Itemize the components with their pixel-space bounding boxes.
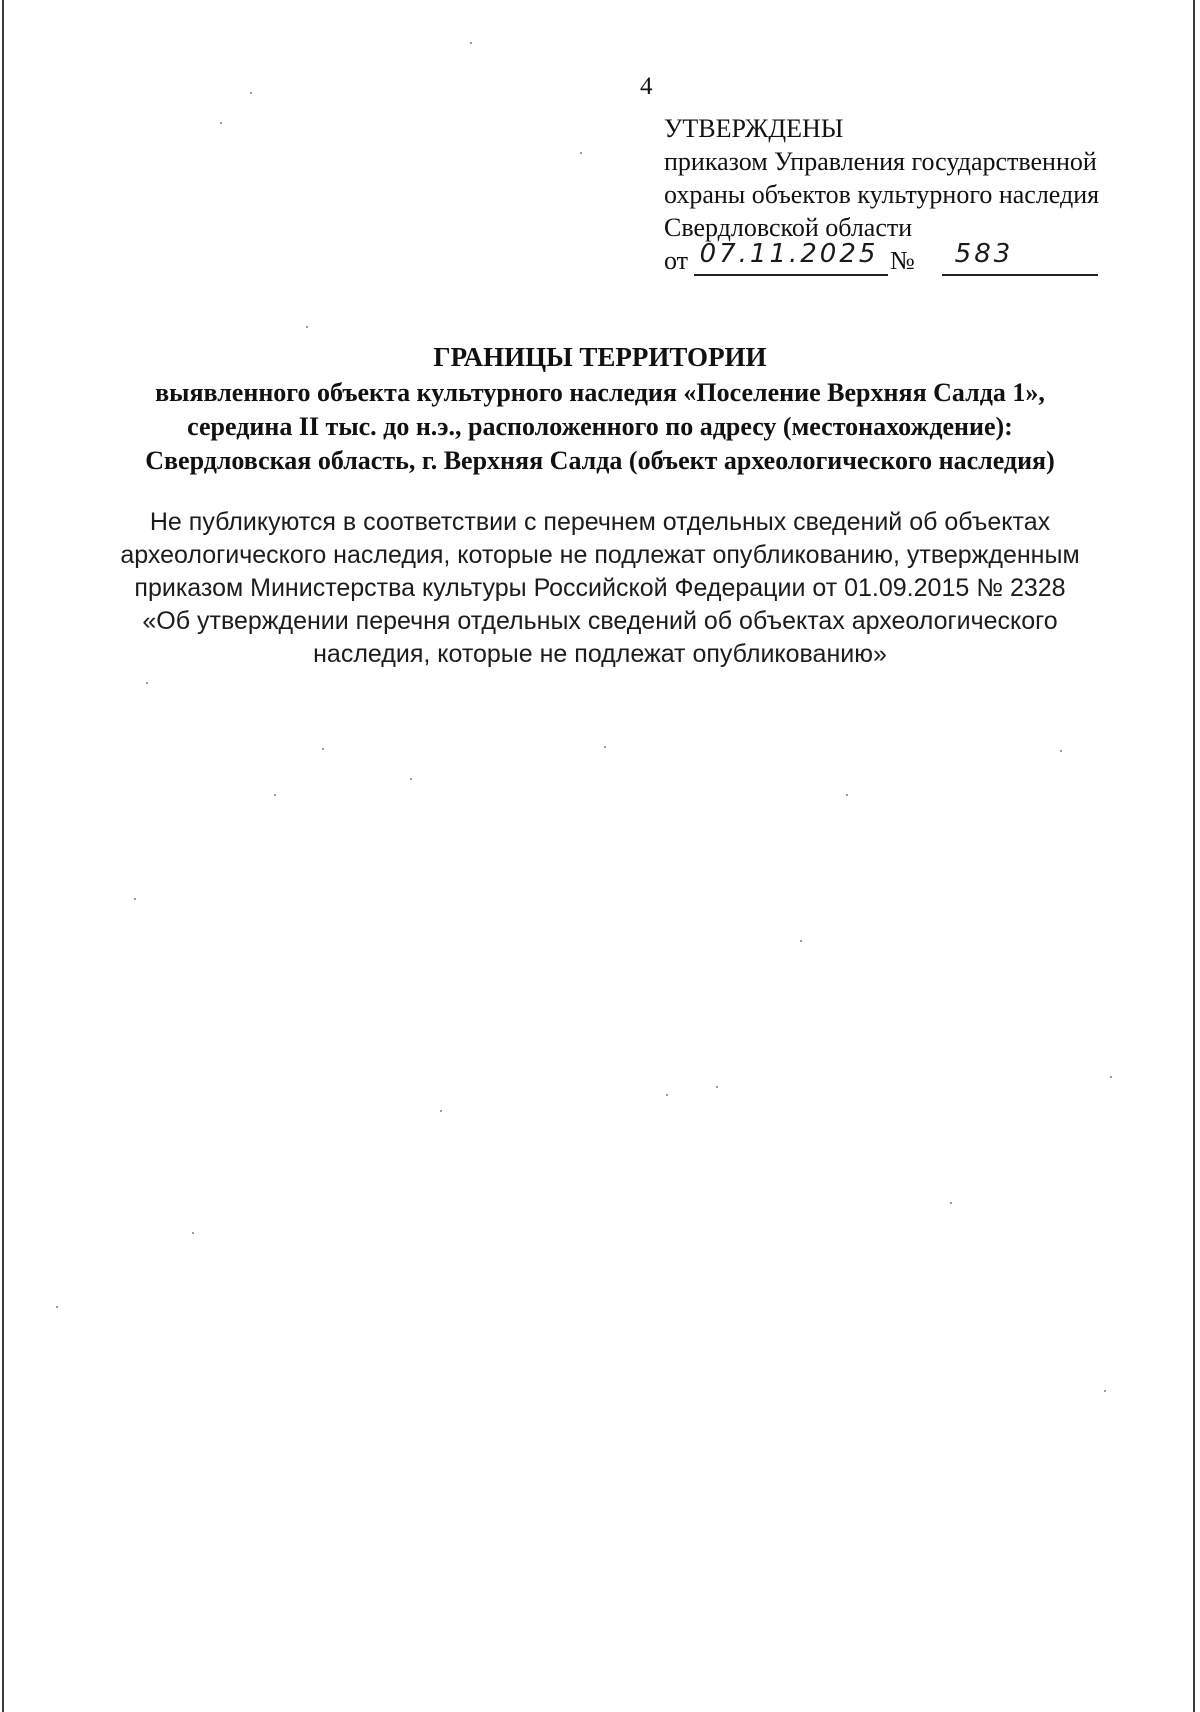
date-underline	[694, 274, 888, 276]
scan-speck	[56, 1306, 58, 1308]
notice-line: наследия, которые не подлежат опубликованию»	[313, 640, 887, 668]
scan-speck	[846, 794, 848, 796]
scan-speck	[716, 1086, 718, 1088]
approval-date-line	[664, 239, 1164, 280]
scan-speck	[250, 92, 252, 94]
scan-speck	[274, 794, 276, 796]
scan-edge-left	[2, 0, 4, 1712]
document-title-block	[0, 340, 1200, 478]
scan-speck	[800, 940, 802, 942]
scan-speck	[306, 326, 308, 328]
scan-speck	[950, 1202, 952, 1204]
approval-line: охраны объектов культурного наследия	[664, 180, 1100, 209]
scan-speck	[1060, 750, 1062, 752]
title-line: Свердловская область, г. Верхняя Салда (объект археологического наследия)	[145, 446, 1055, 475]
document-title: ГРАНИЦЫ ТЕРРИТОРИИ	[433, 342, 767, 372]
scan-speck	[604, 746, 606, 748]
date-prefix: от	[664, 246, 689, 275]
scan-speck	[470, 42, 472, 44]
scan-speck	[146, 682, 148, 684]
scan-speck	[580, 152, 582, 154]
scan-speck	[220, 122, 222, 124]
scan-speck	[1104, 1390, 1106, 1392]
handwritten-number: 583	[954, 239, 1014, 269]
number-prefix: №	[890, 246, 915, 275]
approval-line: Свердловской области	[664, 213, 913, 242]
scan-speck	[440, 1110, 442, 1112]
title-line: выявленного объекта культурного наследия «Поселение Верхняя Салда 1»,	[155, 378, 1045, 407]
scan-speck	[1110, 1076, 1112, 1078]
scan-edge-right	[1193, 0, 1195, 1712]
notice-line: Не публикуются в соответствии с перечнем отдельных сведений об объектах	[149, 508, 1051, 536]
scan-speck	[134, 898, 136, 900]
approval-heading: УТВЕРЖДЕНЫ	[664, 114, 844, 143]
scan-speck	[322, 748, 324, 750]
notice-line: приказом Министерства культуры Российской Федерации от 01.09.2015 № 2328	[134, 574, 1066, 602]
non-publication-notice	[0, 506, 1200, 671]
page-number: 4	[640, 73, 653, 100]
approval-line: приказом Управления государственной	[664, 147, 1097, 176]
scan-speck	[410, 778, 412, 780]
scan-speck	[666, 1094, 668, 1096]
scan-speck	[192, 1232, 194, 1234]
handwritten-date: 07.11.2025	[699, 239, 879, 269]
notice-line: «Об утверждении перечня отдельных сведений об объектах археологического	[142, 607, 1058, 635]
approval-stamp-block	[664, 112, 1164, 280]
number-underline	[942, 274, 1098, 276]
notice-line: археологического наследия, которые не подлежат опубликованию, утвержденным	[120, 541, 1080, 569]
title-line: середина II тыс. до н.э., расположенного по адресу (местонахождение):	[187, 412, 1013, 441]
